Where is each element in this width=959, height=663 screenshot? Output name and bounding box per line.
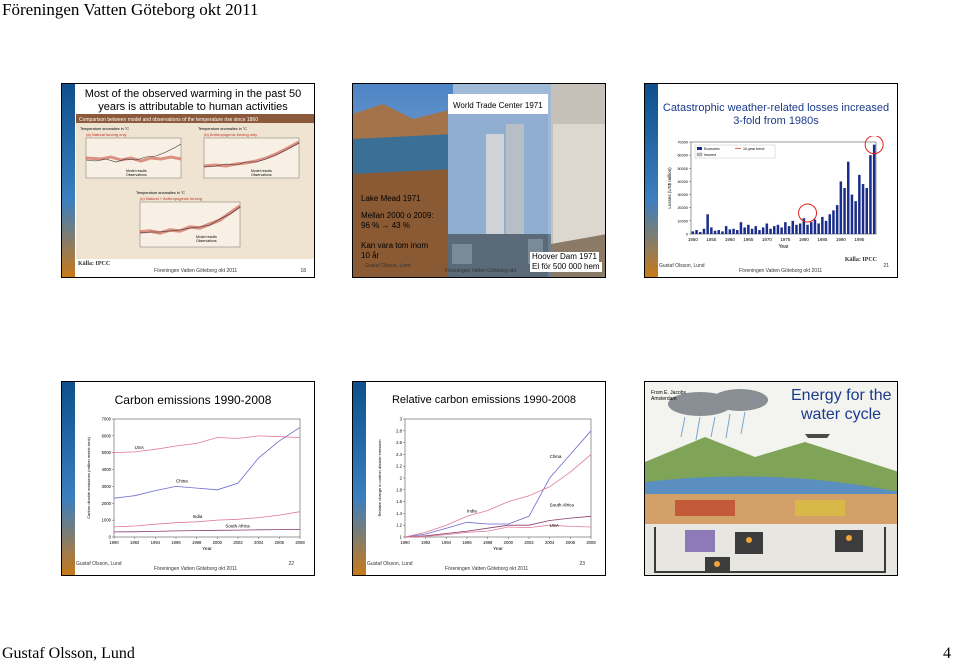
x-tick-label: 1970 [761, 237, 772, 242]
y-tick-label: 30000 [677, 193, 688, 198]
slide-stripe [62, 382, 75, 575]
y-tick-label: 1.4 [396, 510, 402, 516]
kan-label-2: 10 år [361, 251, 380, 260]
y-axis-label: Relative change in carbon dioxide emission [377, 439, 382, 517]
x-tick-label: 1990 [109, 540, 119, 545]
legend-swatch [697, 153, 702, 156]
series-label: USA [549, 523, 559, 529]
slide-title-line-2: water cycle [801, 406, 882, 423]
x-tick-label: 1998 [192, 540, 202, 545]
x-tick-label: 1994 [441, 540, 451, 545]
bar [729, 229, 732, 234]
y-tick-label: 4000 [101, 467, 111, 473]
bar [758, 230, 761, 234]
mellan-label: Mellan 2000 o 2009: [361, 211, 434, 220]
bar [821, 217, 824, 234]
bar [743, 227, 746, 234]
bar [795, 225, 798, 234]
slide-footer-left: Gustaf Olsson, Lund [365, 263, 411, 269]
bar [766, 223, 769, 234]
slide-source: Källa: IPCC [78, 261, 111, 267]
x-tick-label: 2006 [274, 540, 284, 545]
slide-title: Most of the observed warming in the past 50 years is attributable to human activities [84, 88, 302, 113]
bar [806, 225, 809, 234]
slide-stripe [645, 84, 658, 277]
carbon-chart [80, 415, 310, 565]
hoover-label-1: Hoover Dam 1971 [532, 252, 597, 261]
series-label: China [549, 454, 562, 459]
x-tick-label: 1980 [798, 237, 809, 242]
slide-footer-left: Gustaf Olsson, Lund [659, 263, 705, 269]
bar [851, 195, 854, 234]
x-tick-label: 1950 [687, 237, 698, 242]
y-tick-label: 1.6 [396, 499, 402, 505]
bar [755, 226, 758, 234]
credit-line-2: Amsterdam [651, 396, 677, 402]
y-axis-label: Losses (US$ million) [667, 167, 672, 209]
slide-water-cycle[interactable] [644, 381, 898, 576]
bar [788, 226, 791, 234]
y-tick-label: 3 [399, 416, 402, 422]
y-tick-label: 0 [685, 232, 688, 237]
bar [703, 229, 706, 234]
percent-from: 96 % [361, 221, 380, 230]
x-tick-label: 1992 [130, 540, 140, 545]
percent-to: 43 % [391, 221, 410, 230]
bar [736, 230, 739, 234]
y-tick-label: 70000 [677, 140, 688, 145]
bar [869, 155, 872, 234]
legend-model-c: Model results [196, 235, 217, 239]
wtc-title: World Trade Center 1971 [453, 101, 543, 110]
x-tick-label: 1990 [835, 237, 846, 242]
x-tick-label: 2006 [565, 540, 575, 545]
slide-title-line-1: Energy for the [791, 387, 892, 404]
page-footer-left: Gustaf Olsson, Lund [2, 645, 135, 662]
bar [692, 231, 695, 234]
y-tick-label: 40000 [677, 179, 688, 184]
slide-footer-center: Föreningen Vatten Göteborg okt 2011 [154, 268, 238, 274]
x-tick-label: 2002 [233, 540, 243, 545]
y-tick-label: 60000 [677, 153, 688, 158]
bar [699, 232, 702, 234]
x-tick-label: 1994 [150, 540, 160, 545]
bar [810, 222, 813, 234]
y-tick-label: 2.2 [396, 463, 402, 469]
bar [866, 188, 869, 234]
slide-warming[interactable] [61, 83, 315, 278]
x-tick-label: 1960 [724, 237, 735, 242]
y-axis-label: Carbon dioxide emissions (million metric tons) [86, 437, 91, 519]
x-tick-label: 2002 [524, 540, 534, 545]
bar [695, 230, 698, 234]
x-axis-label: Year [202, 547, 212, 552]
arrow-icon: → [381, 221, 390, 230]
bar [780, 227, 783, 234]
slide-stripe [62, 84, 75, 277]
x-tick-label: 1996 [171, 540, 181, 545]
wtc-photo [448, 94, 548, 278]
page-number: 4 [943, 645, 951, 662]
y-tick-label: 50000 [677, 166, 688, 171]
slide-title: Catastrophic weather-related losses increased 3-fold from 1980s [662, 102, 890, 127]
legend-obs-b: Observations [251, 173, 272, 177]
svg-text:Temperature anomalies in °C: Temperature anomalies in °C [136, 191, 186, 195]
slide-number: 22 [288, 561, 294, 567]
legend-obs-c: Observations [196, 239, 217, 243]
bar [873, 145, 876, 234]
x-axis-label: Year [493, 547, 503, 552]
legend-label: Economic [704, 147, 720, 151]
bar [858, 175, 861, 234]
slide-footer-center: Föreningen Vatten Göteborg okt 2011 [154, 566, 238, 572]
slide-stripe [353, 382, 366, 575]
legend-label: Insured [704, 153, 716, 157]
bar [843, 188, 846, 234]
slide-footer-center: Föreningen Vatten Göteborg okt 2011 [739, 268, 823, 274]
percent-line [361, 221, 410, 231]
lake-label: Lake Mead 1971 [361, 194, 421, 203]
svg-text:Temperature anomalies in °C: Temperature anomalies in °C [80, 127, 130, 131]
series-label: USA [134, 444, 144, 450]
bar [817, 223, 820, 234]
series-label: India [467, 508, 477, 514]
legend-obs-a: Observations [126, 173, 147, 177]
y-tick-label: 1000 [101, 517, 111, 523]
bar [792, 221, 795, 234]
slide-relative-emissions[interactable] [352, 381, 606, 576]
y-tick-label: 2 [399, 475, 402, 481]
y-tick-label: 7000 [101, 416, 111, 422]
y-tick-label: 2.4 [396, 451, 402, 457]
legend-model-b: Model results [251, 169, 272, 173]
bar [769, 229, 772, 234]
x-tick-label: 1992 [421, 540, 431, 545]
x-tick-label: 1996 [462, 540, 472, 545]
slide-lake-mead[interactable] [352, 83, 606, 278]
bar [836, 205, 839, 234]
x-tick-label: 1955 [706, 237, 717, 242]
kan-label-1: Kan vara tom inom [361, 241, 429, 250]
bar [847, 162, 850, 234]
bar [762, 227, 765, 234]
x-tick-label: 1975 [780, 237, 791, 242]
y-tick-label: 3000 [101, 483, 111, 489]
slide-footer-center: Föreningen Vatten Göteborg okt 2011 [445, 566, 529, 572]
x-axis-label: Year [778, 244, 789, 250]
y-tick-label: 1.2 [396, 522, 402, 528]
slide-number: 18 [300, 268, 306, 274]
bar [732, 229, 735, 234]
x-tick-label: 2000 [503, 540, 513, 545]
bar [777, 225, 780, 234]
bar [829, 214, 832, 234]
bar [854, 201, 857, 234]
legend-model-a: Model results [126, 169, 147, 173]
bar [825, 221, 828, 234]
bar [799, 223, 802, 234]
slide-source: Källa: IPCC [844, 257, 877, 263]
relative-chart [371, 415, 601, 565]
slide-carbon-emissions[interactable] [61, 381, 315, 576]
x-tick-label: 2008 [295, 540, 305, 545]
x-tick-label: 1985 [817, 237, 828, 242]
x-tick-label: 1998 [483, 540, 493, 545]
bar [747, 225, 750, 234]
figure-title: Comparison between model and observations of the temperature rise since 1860 [79, 117, 258, 123]
svg-text:(c) Natural + Anthropogenic fo: (c) Natural + Anthropogenic forcing [140, 196, 202, 201]
slide-title: Relative carbon emissions 1990-2008 [391, 394, 577, 406]
svg-text:(a) Natural forcing only: (a) Natural forcing only [86, 132, 127, 137]
series-label: China [176, 478, 188, 484]
svg-text:Temperature anomalies in °C: Temperature anomalies in °C [198, 127, 248, 131]
y-tick-label: 10000 [677, 219, 688, 224]
y-tick-label: 6000 [101, 433, 111, 439]
bar [862, 184, 865, 234]
slide-footer-center: Föreningen Vatten Göteborg okt [445, 268, 517, 274]
series-label: South Africa [549, 502, 574, 508]
legend-label: 10-year trend [743, 147, 765, 151]
bar [840, 181, 843, 234]
series-label: South Africa [225, 523, 250, 529]
bar [784, 222, 787, 234]
bar [710, 227, 713, 234]
warming-figure [76, 114, 315, 259]
svg-text:(b) Anthropogenic forcing only: (b) Anthropogenic forcing only [204, 132, 258, 137]
y-tick-label: 5000 [101, 450, 111, 456]
bar [714, 231, 717, 234]
y-tick-label: 1.8 [396, 487, 402, 493]
bar [725, 226, 728, 234]
bar [832, 210, 835, 234]
y-tick-label: 20000 [677, 206, 688, 211]
y-tick-label: 2000 [101, 500, 111, 506]
bar [751, 229, 754, 234]
bar [773, 226, 776, 234]
x-tick-label: 2000 [212, 540, 222, 545]
series-label: India [192, 513, 203, 519]
y-tick-label: 2.6 [396, 440, 402, 446]
x-tick-label: 1990 [400, 540, 410, 545]
bar [721, 231, 724, 234]
slide-footer-left: Gustaf Olsson, Lund [367, 561, 413, 567]
slide-weather-losses[interactable] [644, 83, 898, 278]
legend-swatch [697, 147, 702, 150]
page-header: Föreningen Vatten Göteborg okt 2011 [2, 0, 259, 19]
bar [706, 214, 709, 234]
slide-title: Carbon emissions 1990-2008 [114, 393, 272, 407]
y-tick-label: 1 [399, 534, 402, 540]
bar [814, 220, 817, 234]
x-tick-label: 1995 [854, 237, 865, 242]
x-tick-label: 2004 [254, 540, 264, 545]
credit-line-1: From E. Jacobs [651, 390, 687, 396]
slide-number: 21 [883, 263, 889, 269]
x-tick-label: 2008 [586, 540, 596, 545]
y-tick-label: 0 [108, 534, 111, 540]
x-tick-label: 2004 [545, 540, 555, 545]
slide-footer-left: Gustaf Olsson, Lund [76, 561, 122, 567]
y-tick-label: 2.8 [396, 428, 402, 434]
slide-number: 23 [579, 561, 585, 567]
bar [718, 230, 721, 234]
x-tick-label: 1965 [743, 237, 754, 242]
bar [740, 222, 743, 234]
hoover-label-2: El för 500 000 hem [532, 262, 600, 271]
loss-chart [665, 136, 885, 256]
